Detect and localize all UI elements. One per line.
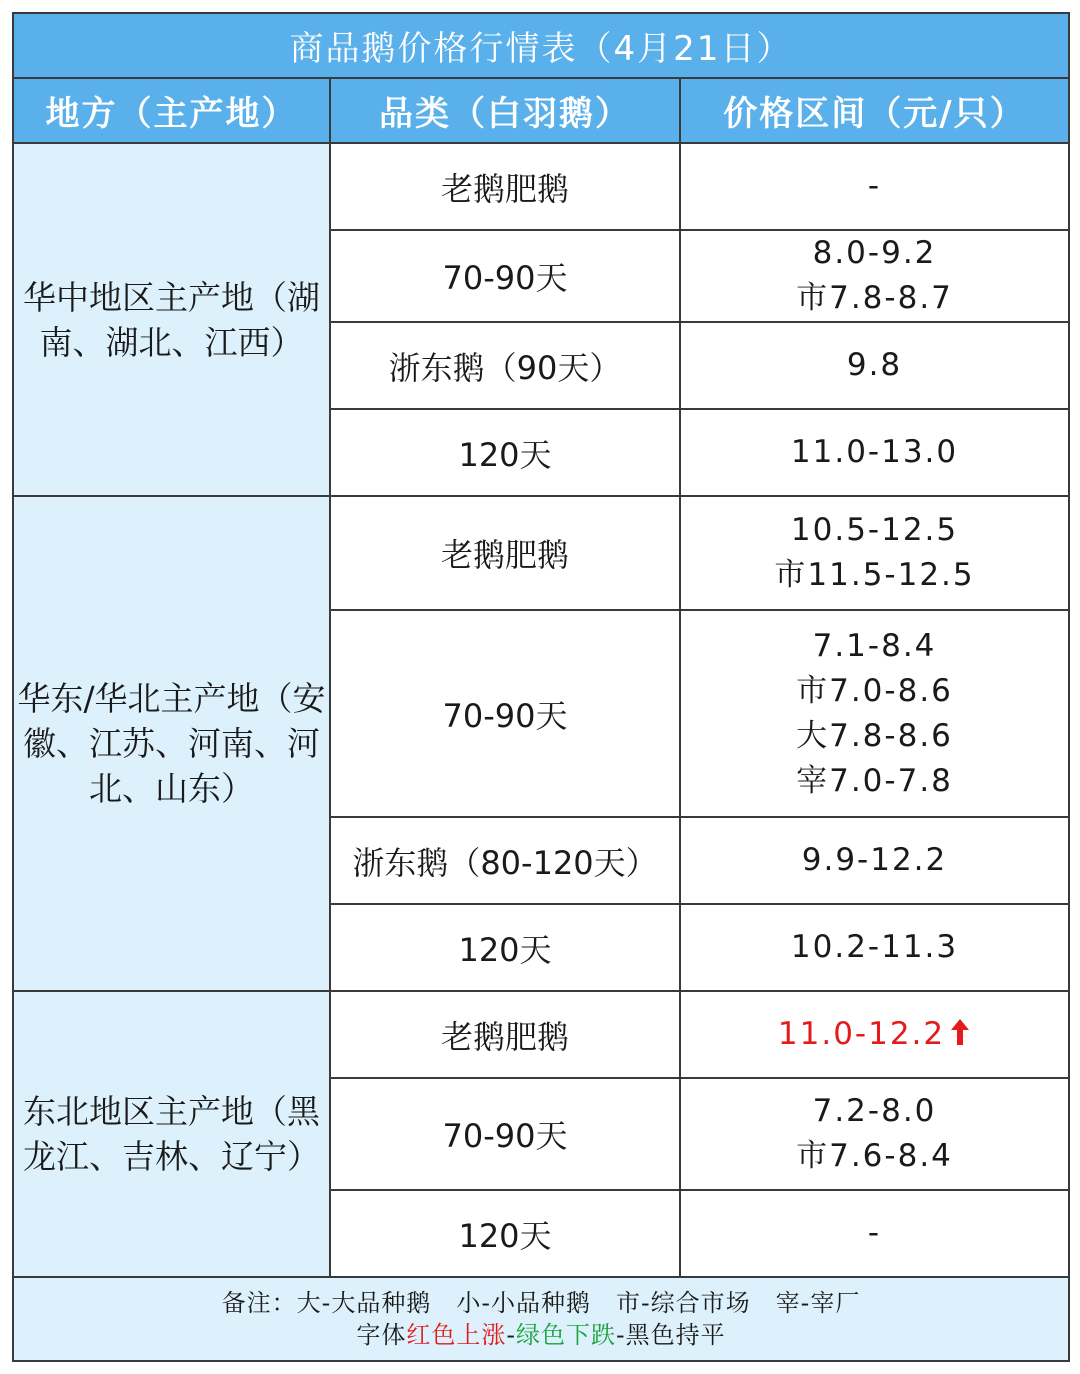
price-cell bbox=[680, 1078, 1069, 1190]
price-cell bbox=[680, 991, 1069, 1078]
region-cell: 华中地区主产地（湖南、湖北、江西） bbox=[13, 143, 330, 496]
note-prefix: 字体 bbox=[356, 1321, 407, 1349]
column-header-category: 品类（白羽鹅） bbox=[330, 78, 680, 143]
price-cell bbox=[680, 409, 1069, 496]
category-cell: 70-90天 bbox=[330, 1078, 680, 1190]
price-cell bbox=[680, 230, 1069, 322]
table-title: 商品鹅价格行情表（4月21日） bbox=[13, 13, 1069, 78]
table-row bbox=[13, 143, 1069, 230]
note-cell bbox=[13, 1277, 1069, 1361]
price-value: - bbox=[867, 168, 882, 204]
price-value: 11.0-13.0 bbox=[790, 434, 959, 470]
price-cell bbox=[680, 817, 1069, 904]
category-cell: 浙东鹅（80-120天） bbox=[330, 817, 680, 904]
price-value-up: 11.0-12.2 bbox=[777, 1016, 946, 1052]
price-value: 7.2-8.0 bbox=[812, 1093, 937, 1129]
category-cell: 120天 bbox=[330, 1190, 680, 1277]
note-red-up: 红色上涨 bbox=[406, 1321, 507, 1349]
price-value: 市7.8-8.7 bbox=[796, 280, 953, 316]
price-value: 8.0-9.2 bbox=[812, 235, 937, 271]
column-header-region: 地方（主产地） bbox=[13, 78, 330, 143]
category-cell: 70-90天 bbox=[330, 230, 680, 322]
category-cell: 120天 bbox=[330, 409, 680, 496]
note-black-flat: 黑色持平 bbox=[625, 1321, 726, 1349]
price-value: 大7.8-8.6 bbox=[796, 717, 953, 754]
note-line-2 bbox=[14, 1319, 1068, 1351]
price-value: 市7.0-8.6 bbox=[796, 672, 953, 709]
price-table bbox=[12, 12, 1070, 1362]
price-value: - bbox=[867, 1215, 882, 1251]
note-line-1: 备注：大-大品种鹅 小-小品种鹅 市-综合市场 宰-宰厂 bbox=[221, 1289, 861, 1317]
region-cell: 东北地区主产地（黑龙江、吉林、辽宁） bbox=[13, 991, 330, 1277]
price-value: 市11.5-12.5 bbox=[774, 557, 975, 593]
region-cell: 华东/华北主产地（安徽、江苏、河南、河北、山东） bbox=[13, 496, 330, 991]
price-value: 7.1-8.4 bbox=[812, 627, 937, 664]
note-row bbox=[13, 1277, 1069, 1361]
column-header-price: 价格区间（元/只） bbox=[680, 78, 1069, 143]
table-row bbox=[13, 991, 1069, 1078]
title-row bbox=[13, 13, 1069, 78]
price-cell bbox=[680, 496, 1069, 610]
table-row bbox=[13, 496, 1069, 610]
note-dash: - bbox=[506, 1321, 516, 1349]
price-value: 10.5-12.5 bbox=[790, 512, 959, 548]
header-row bbox=[13, 78, 1069, 143]
category-cell: 老鹅肥鹅 bbox=[330, 991, 680, 1078]
note-dash: - bbox=[616, 1321, 626, 1349]
price-value: 9.9-12.2 bbox=[801, 842, 948, 878]
price-cell bbox=[680, 143, 1069, 230]
price-value: 市7.6-8.4 bbox=[796, 1138, 953, 1174]
price-cell bbox=[680, 904, 1069, 991]
category-cell: 老鹅肥鹅 bbox=[330, 496, 680, 610]
price-cell bbox=[680, 322, 1069, 409]
category-cell: 老鹅肥鹅 bbox=[330, 143, 680, 230]
price-cell bbox=[680, 610, 1069, 817]
category-cell: 浙东鹅（90天） bbox=[330, 322, 680, 409]
price-value: 宰7.0-7.8 bbox=[796, 762, 953, 799]
note-green-down: 绿色下跌 bbox=[516, 1321, 616, 1349]
price-cell bbox=[680, 1190, 1069, 1277]
category-cell: 120天 bbox=[330, 904, 680, 991]
price-value: 9.8 bbox=[846, 347, 903, 383]
category-cell: 70-90天 bbox=[330, 610, 680, 817]
up-arrow-icon bbox=[949, 1017, 971, 1047]
price-value: 10.2-11.3 bbox=[790, 929, 959, 965]
